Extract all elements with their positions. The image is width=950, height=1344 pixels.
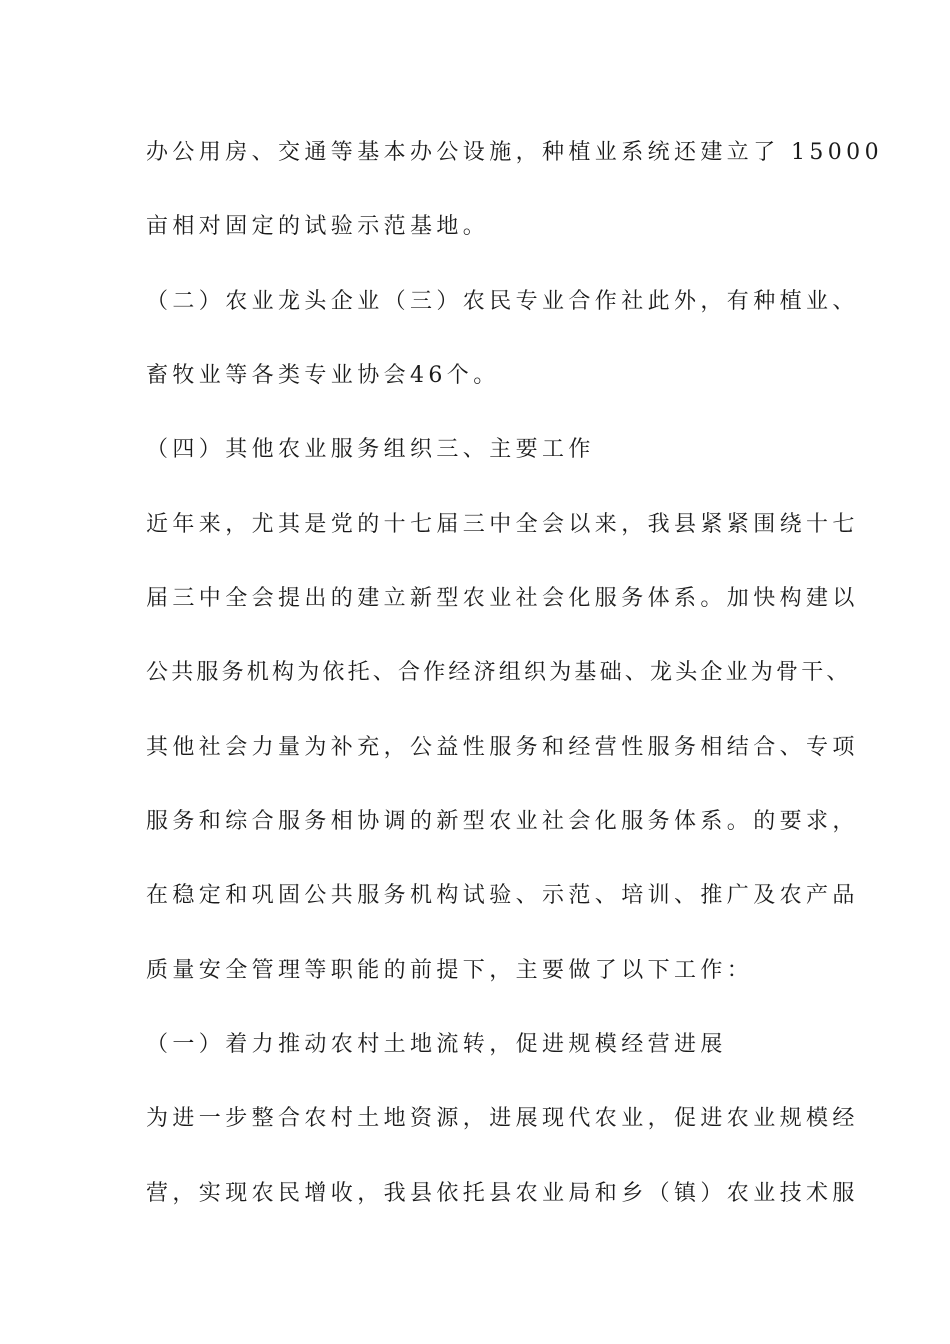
text-line-12: 质量安全管理等职能的前提下，主要做了以下工作： bbox=[146, 958, 754, 983]
section-heading-1: （一）着力推动农村土地流转，促进规模经营进展 bbox=[146, 1032, 727, 1057]
text-line-9: 其他社会力量为补充，公益性服务和经营性服务相结合、专项 bbox=[146, 735, 859, 760]
text-line-10: 服务和综合服务相协调的新型农业社会化服务体系。的要求， bbox=[146, 809, 859, 834]
text-line-2: 亩相对固定的试验示范基地。 bbox=[146, 214, 490, 239]
text-line-11: 在稳定和巩固公共服务机构试验、示范、培训、推广及农产品 bbox=[146, 883, 859, 908]
text-line-15: 营，实现农民增收，我县依托县农业局和乡（镇）农业技术服 bbox=[146, 1181, 859, 1206]
section-heading-2-3: （二）农业龙头企业（三）农民专业合作社此外，有种植业、 bbox=[146, 289, 859, 314]
text-line-7: 届三中全会提出的建立新型农业社会化服务体系。加快构建以 bbox=[146, 586, 859, 611]
text-line-8: 公共服务机构为依托、合作经济组织为基础、龙头企业为骨干、 bbox=[146, 660, 852, 685]
text-line-4: 畜牧业等各类专业协会46个。 bbox=[146, 363, 500, 388]
section-heading-4: （四）其他农业服务组织三、主要工作 bbox=[146, 437, 595, 462]
text-line-1: 办公用房、交通等基本办公设施，种植业系统还建立了 15000 bbox=[146, 140, 883, 165]
text-line-14: 为进一步整合农村土地资源，进展现代农业，促进农业规模经 bbox=[146, 1106, 859, 1131]
text-line-6: 近年来，尤其是党的十七届三中全会以来，我县紧紧围绕十七 bbox=[146, 512, 859, 537]
